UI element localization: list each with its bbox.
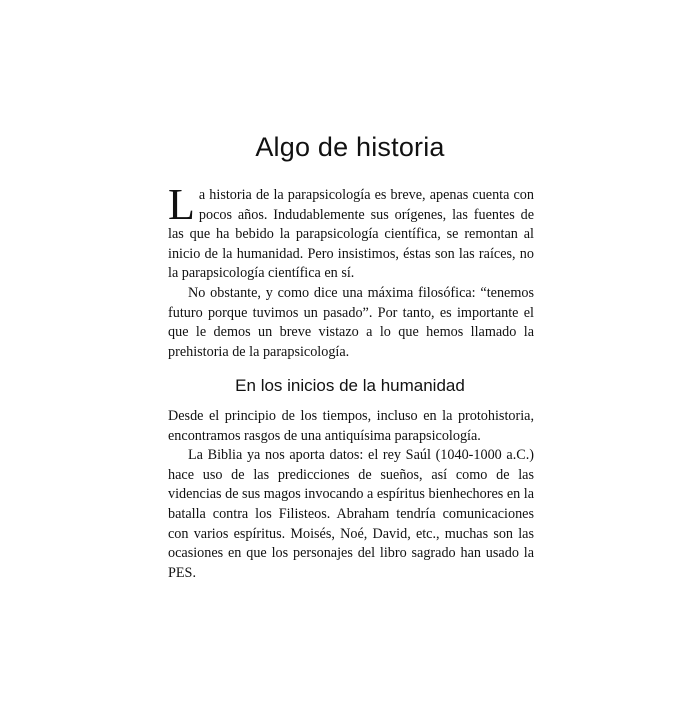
section-subtitle: En los inicios de la humanidad	[235, 376, 465, 395]
drop-cap: L	[168, 180, 195, 229]
intro-paragraph-2: No obstante, y como dice una máxima filosófica: “tenemos futuro porque tuvimos un pasado”. Por tanto, es importante el que le demos un breve vistazo a lo que hemos llamado la prehistoria de la parapsicología.	[168, 284, 534, 360]
humanity-paragraph-2: La Biblia ya nos aporta datos: el rey Saúl (1040-1000 a.C.) hace uso de las predicciones de sueños, así como de las videncias de sus magos invocando a espíritus bienhechores en la batalla contra los Filisteos. Abraham tendría comunicaciones con varios espíritus. Moisés, Noé, David, etc., muchas son las ocasiones en que los personajes del libro sagrado han usado la PES.	[168, 447, 535, 581]
page-title: Algo de historia	[255, 132, 445, 162]
intro-section	[168, 180, 534, 362]
intro-paragraph-1-text: a historia de la parapsicología es breve, apenas cuenta con pocos años. Indudablemente sus orígenes, las fuentes de las que ha bebido la parapsicología científica, se remontan al inicio de la humanidad. Pero insistimos, éstas son las raíces, no la parapsicología científica en sí.	[168, 187, 534, 282]
intro-paragraph-1	[168, 180, 534, 284]
humanity-section	[168, 407, 534, 583]
humanity-paragraph-1: Desde el principio de los tiempos, incluso en la protohistoria, encontramos rasgos de una antiquísima parapsicología.	[168, 408, 534, 444]
